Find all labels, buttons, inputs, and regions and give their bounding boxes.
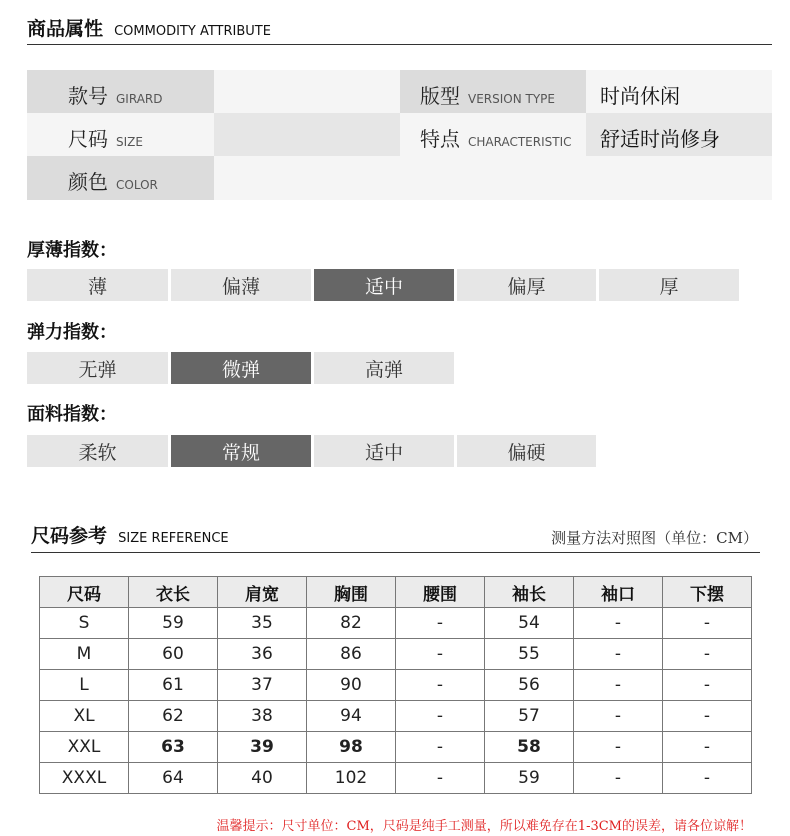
size-cell: 40 — [218, 763, 307, 794]
size-cell: 86 — [307, 639, 396, 670]
size-table-header: 肩宽 — [218, 577, 307, 608]
commodity-title-cn: 商品属性 — [27, 18, 104, 40]
thickness-option: 偏厚 — [457, 269, 596, 301]
table-row — [40, 763, 752, 794]
size-cell: - — [663, 639, 752, 670]
size-cell: 63 — [129, 732, 218, 763]
fabric-title: 面料指数： — [27, 404, 117, 425]
size-cell: 98 — [307, 732, 396, 763]
size-cell: 90 — [307, 670, 396, 701]
size-table-header: 袖长 — [485, 577, 574, 608]
commodity-attribute-heading — [27, 14, 271, 41]
size-cell: 102 — [307, 763, 396, 794]
attr-size-label: 尺码 — [68, 127, 108, 151]
size-cell: - — [396, 763, 485, 794]
elasticity-title: 弹力指数： — [27, 322, 117, 343]
table-row — [40, 639, 752, 670]
attr-version-type-en: VERSION TYPE — [468, 92, 555, 106]
size-cell: 35 — [218, 608, 307, 639]
size-cell: - — [396, 639, 485, 670]
attr-color-en: COLOR — [116, 178, 158, 192]
attr-version-type-value: 时尚休闲 — [600, 84, 680, 108]
attr-value-cell-size — [214, 113, 400, 156]
size-cell: - — [663, 608, 752, 639]
size-cell: 59 — [129, 608, 218, 639]
size-cell: 56 — [485, 670, 574, 701]
size-table-header: 胸围 — [307, 577, 396, 608]
size-table-header: 下摆 — [663, 577, 752, 608]
attr-color-label: 颜色 — [68, 170, 108, 194]
size-cell: - — [574, 639, 663, 670]
size-cell: - — [574, 732, 663, 763]
size-table — [39, 576, 752, 794]
size-table-header: 袖口 — [574, 577, 663, 608]
table-row — [40, 701, 752, 732]
attr-characteristic-value: 舒适时尚修身 — [600, 127, 720, 151]
attr-size — [68, 123, 143, 152]
attr-version-type — [420, 80, 555, 109]
elasticity-option-selected: 微弹 — [171, 352, 311, 384]
size-cell: - — [396, 608, 485, 639]
size-cell: 39 — [218, 732, 307, 763]
size-cell: 36 — [218, 639, 307, 670]
thickness-option: 厚 — [599, 269, 739, 301]
measurement-method-link[interactable]: 测量方法对照图（单位：CM） — [551, 529, 758, 547]
size-cell: - — [574, 763, 663, 794]
size-cell: M — [40, 639, 129, 670]
table-row — [40, 732, 752, 763]
size-cell: - — [396, 701, 485, 732]
size-table-header-row — [40, 577, 752, 608]
fabric-option-selected: 常规 — [171, 435, 311, 467]
size-cell: 94 — [307, 701, 396, 732]
size-cell: XXL — [40, 732, 129, 763]
thickness-option: 薄 — [27, 269, 168, 301]
attr-item-no-en: GIRARD — [116, 92, 163, 106]
size-cell: - — [574, 701, 663, 732]
thickness-option-selected: 适中 — [314, 269, 454, 301]
attr-size-en: SIZE — [116, 135, 143, 149]
size-cell: 57 — [485, 701, 574, 732]
size-reference-divider — [31, 552, 760, 553]
attr-version-type-label: 版型 — [420, 84, 460, 108]
commodity-divider — [27, 44, 772, 45]
attr-item-no — [68, 80, 162, 109]
size-reference-title-en: SIZE REFERENCE — [118, 531, 229, 546]
attr-characteristic — [420, 123, 572, 152]
size-cell: - — [663, 763, 752, 794]
size-cell: 61 — [129, 670, 218, 701]
fabric-option: 偏硬 — [457, 435, 596, 467]
size-table-header: 衣长 — [129, 577, 218, 608]
size-cell: 82 — [307, 608, 396, 639]
fabric-option: 柔软 — [27, 435, 168, 467]
size-reference-heading — [31, 521, 229, 548]
size-cell: 59 — [485, 763, 574, 794]
attr-color — [68, 166, 158, 195]
size-cell: - — [396, 732, 485, 763]
thickness-option: 偏薄 — [171, 269, 311, 301]
size-cell: - — [663, 670, 752, 701]
size-table-header: 尺码 — [40, 577, 129, 608]
size-cell: L — [40, 670, 129, 701]
size-cell: 55 — [485, 639, 574, 670]
size-table-header: 腰围 — [396, 577, 485, 608]
size-cell: 54 — [485, 608, 574, 639]
size-cell: 58 — [485, 732, 574, 763]
size-cell: S — [40, 608, 129, 639]
elasticity-option: 高弹 — [314, 352, 454, 384]
attr-characteristic-label: 特点 — [420, 127, 460, 151]
table-row — [40, 670, 752, 701]
size-cell: 62 — [129, 701, 218, 732]
size-cell: 60 — [129, 639, 218, 670]
thickness-title: 厚薄指数： — [27, 240, 117, 261]
size-cell: XXXL — [40, 763, 129, 794]
size-cell: 64 — [129, 763, 218, 794]
elasticity-option: 无弹 — [27, 352, 168, 384]
fabric-option: 适中 — [314, 435, 454, 467]
size-reference-title-cn: 尺码参考 — [31, 525, 108, 547]
size-cell: - — [396, 670, 485, 701]
table-row — [40, 608, 752, 639]
measurement-tip: 温馨提示：尺寸单位：CM，尺码是纯手工测量，所以难免存在1-3CM的误差，请各位谅解！ — [216, 819, 752, 834]
size-cell: - — [574, 670, 663, 701]
size-cell: - — [574, 608, 663, 639]
attr-characteristic-en: CHARACTERISTIC — [468, 135, 572, 149]
size-cell: 37 — [218, 670, 307, 701]
size-cell: XL — [40, 701, 129, 732]
attr-item-no-label: 款号 — [68, 84, 108, 108]
size-cell: 38 — [218, 701, 307, 732]
size-cell: - — [663, 732, 752, 763]
commodity-title-en: COMMODITY ATTRIBUTE — [114, 24, 271, 39]
size-cell: - — [663, 701, 752, 732]
